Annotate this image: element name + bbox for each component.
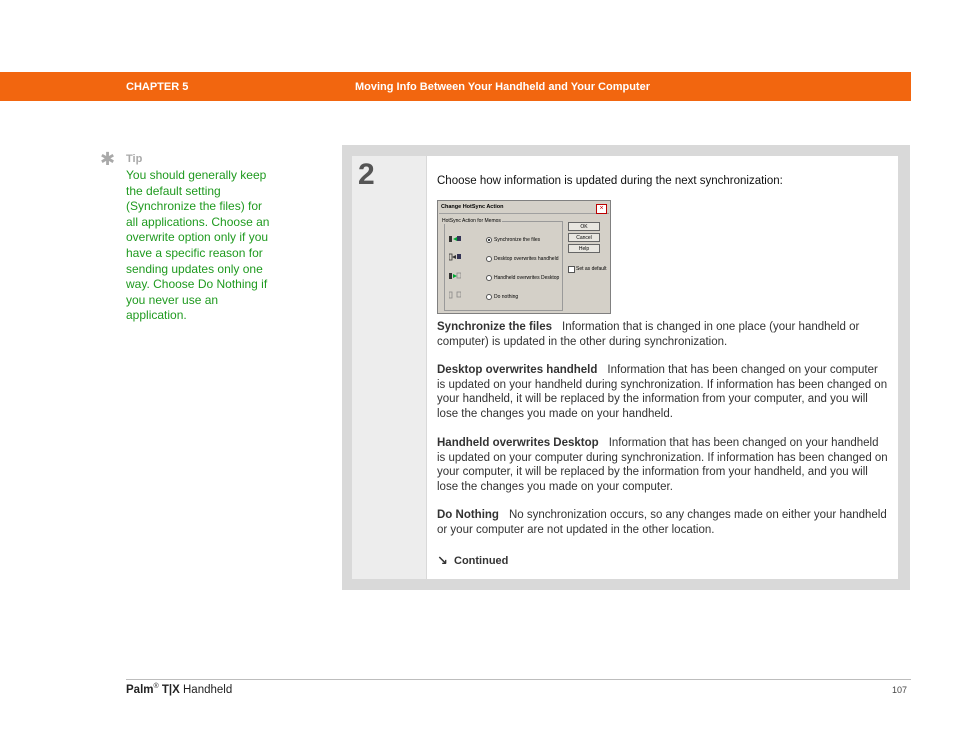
- radio-do-nothing[interactable]: [486, 294, 492, 300]
- help-button[interactable]: Help: [568, 244, 600, 253]
- definition-text: Information that has been changed on your computer is updated on your handheld during synchronization. If information has been changed on your handheld, it will be replaced by the information from your computer, and you will lose the changes you made on your handheld.: [437, 364, 888, 420]
- definition-term: Synchronize the files: [437, 321, 553, 333]
- handheld-to-desktop-icon: [449, 272, 461, 280]
- definition-text: Information that is changed in one place (your handheld or computer) is updated in the other during synchronization.: [437, 321, 860, 348]
- footer-product-name: [126, 683, 232, 696]
- product-type: Handheld: [183, 683, 233, 696]
- dialog-title: Change HotSync Action: [441, 204, 504, 210]
- registered-mark: ®: [153, 683, 159, 690]
- radio-desktop-overwrites[interactable]: [486, 256, 492, 262]
- asterisk-icon: ✱: [100, 149, 116, 169]
- set-default-checkbox[interactable]: [568, 266, 575, 273]
- continued-link[interactable]: Continued: [454, 555, 509, 567]
- definition-synchronize: [437, 320, 889, 349]
- change-hotsync-action-dialog: [437, 200, 611, 314]
- do-nothing-icon: [449, 291, 461, 299]
- option-do-nothing-label: Do nothing: [494, 294, 519, 300]
- continued-arrow-icon: ↘: [437, 553, 448, 568]
- tip-label: Tip: [126, 153, 143, 165]
- ok-button[interactable]: OK: [568, 222, 600, 231]
- option-synchronize-label: Synchronize the files: [494, 237, 541, 243]
- step-intro: Choose how information is updated during the next synchronization:: [437, 175, 783, 187]
- definition-handheld-overwrites: [437, 436, 889, 494]
- sync-both-icon: [449, 235, 461, 243]
- brand-name: Palm: [126, 683, 154, 696]
- close-icon[interactable]: ×: [596, 204, 607, 214]
- footer-divider: [126, 679, 911, 680]
- step-number: 2: [358, 158, 375, 191]
- definition-do-nothing: [437, 508, 889, 537]
- cancel-button[interactable]: Cancel: [568, 233, 600, 242]
- chapter-label: CHAPTER 5: [126, 81, 189, 93]
- definition-term: Desktop overwrites handheld: [437, 364, 598, 376]
- model-name: T|X: [161, 683, 180, 696]
- definition-text: No synchronization occurs, so any changes made on either your handheld or your computer are not updated in the other location.: [437, 509, 887, 536]
- option-desktop-overwrites-label: Desktop overwrites handheld: [494, 256, 559, 262]
- page-number: 107: [892, 685, 908, 695]
- chapter-title: Moving Info Between Your Handheld and Your Computer: [355, 81, 650, 93]
- radio-synchronize[interactable]: [486, 237, 492, 243]
- option-handheld-overwrites-label: Handheld overwrites Desktop: [494, 275, 560, 281]
- set-default-label: Set as default: [576, 266, 607, 272]
- dialog-title-bar: [439, 202, 609, 214]
- definition-term: Handheld overwrites Desktop: [437, 437, 599, 449]
- definition-text: Information that has been changed on your handheld is updated on your computer during synchronization. If information has been changed on your computer, it will be replaced by the information from your handheld, and you will lose the changes you made on your computer.: [437, 437, 888, 493]
- radio-handheld-overwrites[interactable]: [486, 275, 492, 281]
- desktop-to-handheld-icon: [449, 253, 461, 261]
- tip-text: You should generally keep the default setting (Synchronize the files) for all applications. Choose an overwrite option only if you have a specific reason for sending updates only one way. Choose Do Nothing if you never use an application.: [126, 168, 270, 323]
- group-label: HotSync Action for Memos: [442, 218, 501, 224]
- definition-term: Do Nothing: [437, 509, 499, 521]
- step-number-column: [352, 156, 426, 579]
- definition-desktop-overwrites: [437, 363, 889, 421]
